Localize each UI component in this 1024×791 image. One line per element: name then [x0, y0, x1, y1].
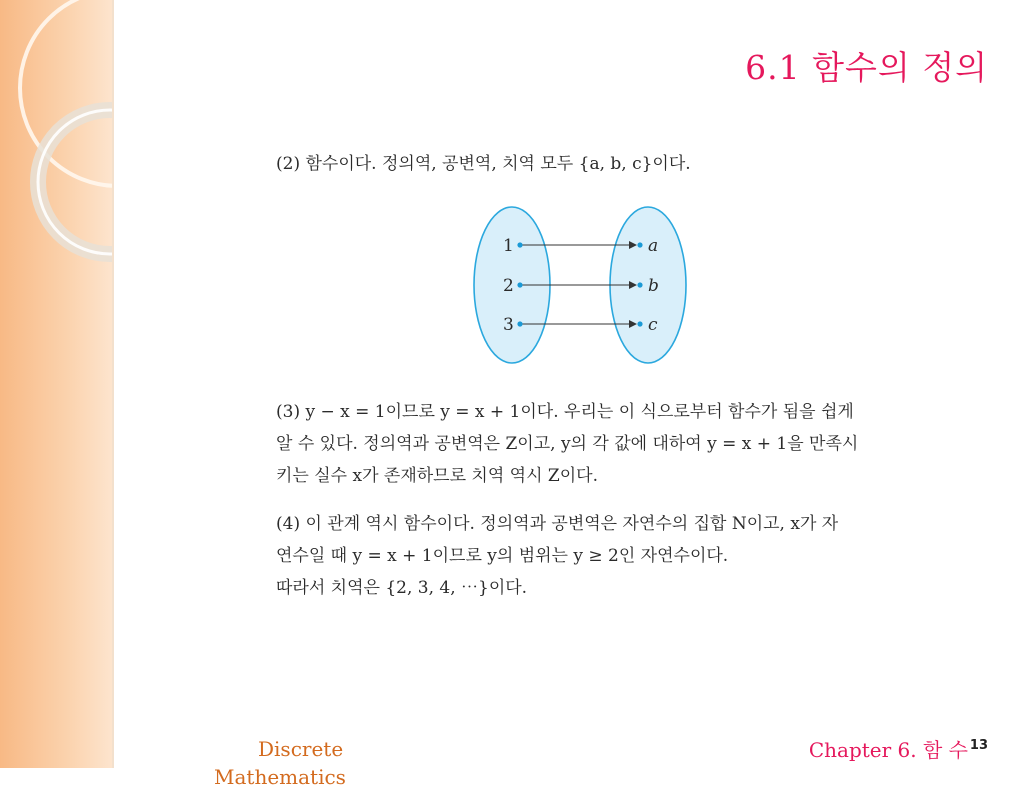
domain-dot-3 [517, 321, 522, 326]
paragraph-2 [276, 148, 691, 180]
paragraph-3-line-3: 키는 실수 x가 존재하므로 치역 역시 Z이다. [276, 466, 598, 486]
paragraph-2-line-1: (2) 함수이다. 정의역, 공변역, 치역 모두 {a, b, c}이다. [276, 154, 691, 174]
codomain-dot-b [637, 282, 642, 287]
sidebar-edge [112, 0, 114, 768]
footer-chapter: Chapter 6. 함 수 [808, 738, 968, 762]
paragraph-4-line-2: 연수일 때 y = x + 1이므로 y의 범위는 y ≥ 2인 자연수이다. [276, 546, 729, 566]
domain-label-3: 3 [503, 315, 514, 335]
paragraph-4-line-1: (4) 이 관계 역시 함수이다. 정의역과 공변역은 자연수의 집합 N이고, x가 자 [276, 514, 839, 534]
footer-course-line-2: Mathematics [214, 765, 346, 789]
codomain-label-b: b [648, 276, 659, 296]
codomain-label-a: a [648, 236, 659, 256]
slide-title: 6.1 함수의 정의 [745, 48, 988, 87]
domain-label-2: 2 [503, 276, 514, 296]
domain-dot-2 [517, 282, 522, 287]
codomain-dot-a [637, 242, 642, 247]
decorative-sidebar [0, 0, 114, 768]
paragraph-3 [276, 396, 858, 492]
circle-decoration [0, 0, 114, 768]
function-mapping-diagram [470, 203, 690, 369]
paragraph-4-line-3: 따라서 치역은 {2, 3, 4, ⋯}이다. [276, 578, 528, 598]
domain-dot-1 [517, 242, 522, 247]
paragraph-3-line-2: 알 수 있다. 정의역과 공변역은 Z이고, y의 각 값에 대하여 y = x + 1을 만족시 [276, 434, 859, 454]
footer-course-name [214, 735, 384, 791]
footer-course-line-1: Discrete [258, 737, 344, 761]
codomain-dot-c [637, 321, 642, 326]
page-number: 13 [969, 738, 988, 753]
codomain-label-c: c [648, 315, 658, 335]
paragraph-3-line-1: (3) y − x = 1이므로 y = x + 1이다. 우리는 이 식으로부터 함수가 됨을 쉽게 [276, 402, 854, 422]
domain-label-1: 1 [503, 236, 514, 256]
paragraph-4 [276, 508, 838, 604]
